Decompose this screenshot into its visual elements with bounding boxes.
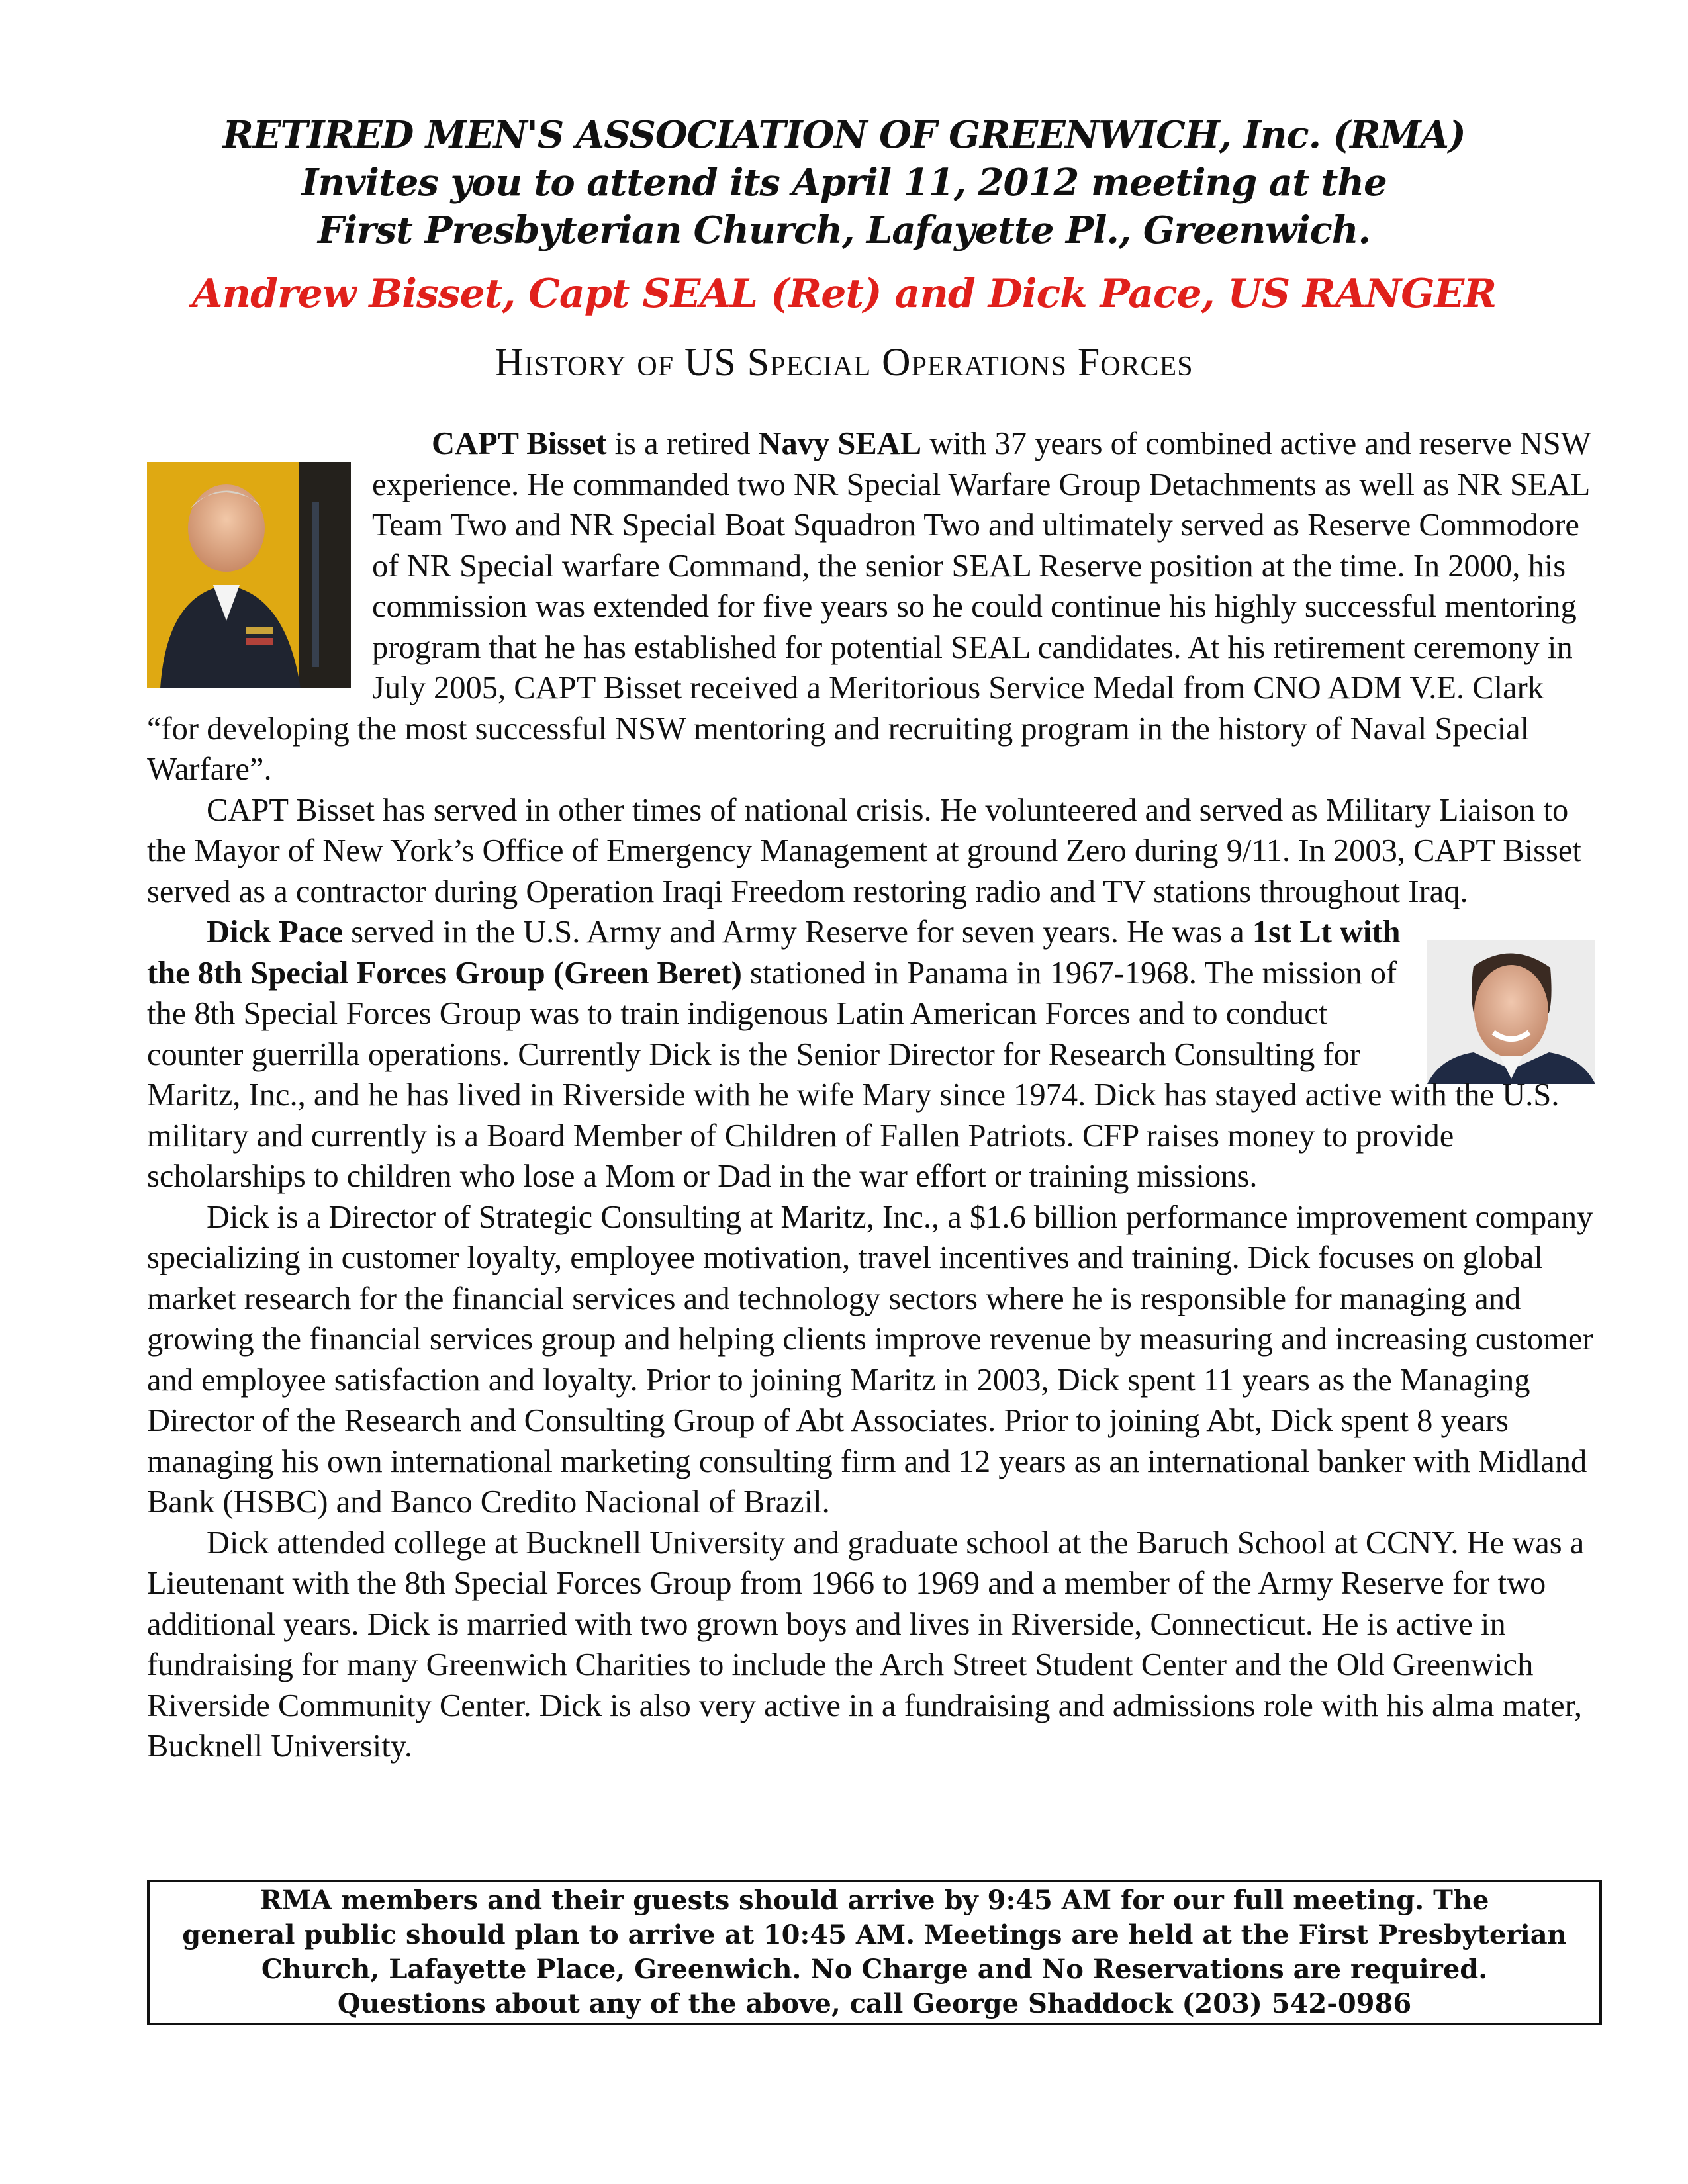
bisset-name: CAPT Bisset	[432, 426, 607, 461]
photo-spacer	[147, 424, 372, 708]
subtitle: History of US Special Operations Forces	[494, 340, 1194, 384]
notice-line-2: general public should plan to arrive at 10:45 AM. Meetings are held at the First Presbyterian	[182, 1919, 1567, 1950]
title-line-3: First Presbyterian Church, Lafayette Pl., Greenwich.	[318, 208, 1370, 252]
speakers-line: Andrew Bisset, Capt SEAL (Ret) and Dick Pace, US RANGER	[191, 271, 1497, 317]
pace-name: Dick Pace	[207, 915, 344, 950]
pace-rank: 1st Lt with the 8th Special Forces Group (Green Beret)	[147, 915, 1401, 991]
bisset-paragraph-1-text: with 37 years of combined active and reserve NSW experience. He commanded two NR Special Warfare Group Detachments as well as NR SEAL Team Two and NR Special Boat Squadron Two and ultimately served as Reserve Commodore of NR Special warfare Command, the senior SEAL Reserve position at the time. In 2000, his commission was extended for five years so he could continue his highly successful mentoring program that he has established for potential SEAL candidates. At his retirement ceremony in July 2005, CAPT Bisset received a Meritorious Service Medal from CNO ADM V.E. Clark “for developing the most successful NSW mentoring and recruiting program in the history of Naval Special Warfare”.	[147, 426, 1591, 787]
notice-line-3: Church, Lafayette Place, Greenwich. No Charge and No Reservations are required.	[261, 1954, 1488, 1985]
navy-seal: Navy SEAL	[758, 426, 922, 461]
photo2-spacer	[1405, 912, 1603, 1071]
bisset-paragraph-1: CAPT Bisset is a retired Navy SEAL with 37 years of combined active and reserve NSW experience. He commanded two NR Special Warfare Group Detachments as well as NR SEAL Team Two and NR Special Boat Squadron Two and ultimately served as Reserve Commodore of NR Special warfare Command, the senior SEAL Reserve position at the time. In 2000, his commission was extended for five years so he could continue his highly successful mentoring program that he has established for potential SEAL candidates. At his retirement ceremony in July 2005, CAPT Bisset received a Meritorious Service Medal from CNO ADM V.E. Clark “for developing the most successful NSW mentoring and recruiting program in the history of Naval Special Warfare”.	[147, 426, 1591, 787]
pace-paragraph-1-text: stationed in Panama in 1967-1968. The mission of the 8th Special Forces Group was to train indigenous Latin American Forces and to conduct counter guerrilla operations. Currently Dick is the Senior Director for Research Consulting for Maritz, Inc., and he has lived in Riverside with he wife Mary since 1974. Dick has stayed active with the U.S. military and currently is a Board Member of Children of Fallen Patriots. CFP raises money to provide scholarships to children who lose a Mom or Dad in the war effort or training missions.	[147, 955, 1560, 1194]
notice-text	[150, 1884, 1599, 2021]
bio-text-flow	[147, 424, 1603, 1767]
pace-paragraph-1: Dick Pace served in the U.S. Army and Army Reserve for seven years. He was a 1st Lt with the 8th Special Forces Group (Green Beret) stationed in Panama in 1967-1968. The mission of the 8th Special Forces Group was to train indigenous Latin American Forces and to conduct counter guerrilla operations. Currently Dick is the Senior Director for Research Consulting for Maritz, Inc., and he has lived in Riverside with he wife Mary since 1974. Dick has stayed active with the U.S. military and currently is a Board Member of Children of Fallen Patriots. CFP raises money to provide scholarships to children who lose a Mom or Dad in the war effort or training missions.	[147, 915, 1560, 1194]
notice-line-1: RMA members and their guests should arrive by 9:45 AM for our full meeting. The	[259, 1885, 1489, 1916]
title-line-2: Invites you to attend its April 11, 2012 meeting at the	[301, 161, 1387, 205]
pace-paragraph-3: Dick attended college at Bucknell University and graduate school at the Baruch School at CCNY. He was a Lieutenant with the 8th Special Forces Group from 1966 to 1969 and a member of the Army Reserve for two additional years. Dick is married with two grown boys and lives in Riverside, Connecticut. He is active in fundraising for many Greenwich Charities to include the Arch Street Student Center and the Old Greenwich Riverside Community Center. Dick is also very active in a fundraising and admissions role with his alma mater, Bucknell University.	[147, 1525, 1585, 1764]
notice-line-4: Questions about any of the above, call George Shaddock (203) 542-0986	[337, 1988, 1412, 2019]
pace-paragraph-2: Dick is a Director of Strategic Consulting at Maritz, Inc., a $1.6 billion performance improvement company specializing in customer loyalty, employee motivation, travel incentives and training. Dick focuses on global market research for the financial services and technology sectors where he is responsible for managing and growing the financial services group and helping clients improve revenue by measuring and increasing customer and employee satisfaction and loyalty. Prior to joining Maritz in 2003, Dick spent 11 years as the Managing Director of the Research and Consulting Group of Abt Associates. Prior to joining Abt, Dick spent 8 years managing his own international marketing consulting firm and 12 years as an international banker with Midland Bank (HSBC) and Banco Credito Nacional of Brazil.	[147, 1199, 1593, 1520]
bisset-paragraph-2: CAPT Bisset has served in other times of national crisis. He volunteered and served as Military Liaison to the Mayor of New York’s Office of Emergency Management at ground Zero during 9/11. In 2003, CAPT Bisset served as a contractor during Operation Iraqi Freedom restoring radio and TV stations throughout Iraq.	[147, 792, 1581, 909]
title-line-1: RETIRED MEN'S ASSOCIATION OF GREENWICH, Inc. (RMA)	[222, 113, 1466, 157]
